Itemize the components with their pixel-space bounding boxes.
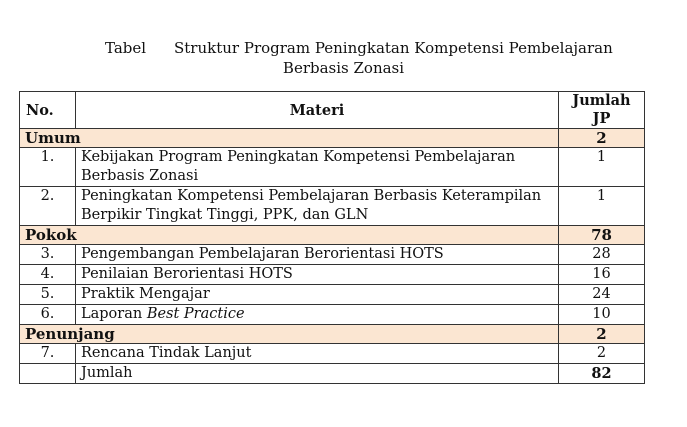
caption-title-line2: Berbasis Zonasi xyxy=(282,59,405,77)
row-materi xyxy=(76,187,559,226)
row-no: 2. xyxy=(20,187,76,226)
table-row xyxy=(20,265,645,285)
row-no: 4. xyxy=(20,265,76,285)
row-materi-line2: Berpikir Tingkat Tinggi, PPK, dan GLN xyxy=(81,207,369,223)
row-materi-italic: Best Practice xyxy=(146,306,245,322)
row-materi: Penilaian Berorientasi HOTS xyxy=(76,265,559,285)
table-row xyxy=(20,305,645,325)
category-label: Penunjang xyxy=(20,325,559,344)
program-structure-table xyxy=(19,91,645,384)
row-jp: 1 xyxy=(559,187,645,226)
row-no: 3. xyxy=(20,245,76,265)
row-materi-line1: Peningkatan Kompetensi Pembelajaran Berbasis Keterampilan xyxy=(81,188,542,204)
total-jp: 82 xyxy=(559,364,645,384)
table-row xyxy=(20,285,645,305)
row-jp: 16 xyxy=(559,265,645,285)
caption-label: Tabel xyxy=(105,39,147,57)
row-jp: 2 xyxy=(559,344,645,364)
table-row xyxy=(20,187,645,226)
row-materi-line2: Berbasis Zonasi xyxy=(81,168,199,184)
table-row xyxy=(20,245,645,265)
row-materi: Rencana Tindak Lanjut xyxy=(76,344,559,364)
row-jp: 10 xyxy=(559,305,645,325)
table-row xyxy=(20,344,645,364)
row-materi-line1: Kebijakan Program Peningkatan Kompetensi Pembelajaran xyxy=(81,149,516,165)
row-no: 1. xyxy=(20,148,76,187)
row-materi xyxy=(76,148,559,187)
category-row-umum xyxy=(20,129,645,148)
row-no: 7. xyxy=(20,344,76,364)
caption-title-line1: Struktur Program Peningkatan Kompetensi Pembelajaran xyxy=(174,39,613,57)
category-jp: 2 xyxy=(559,325,645,344)
header-jp-line2: JP xyxy=(592,110,611,127)
header-jp-line1: Jumlah xyxy=(572,92,631,109)
header-no: No. xyxy=(20,92,76,129)
row-jp: 1 xyxy=(559,148,645,187)
row-no: 5. xyxy=(20,285,76,305)
row-no: 6. xyxy=(20,305,76,325)
row-jp: 28 xyxy=(559,245,645,265)
row-materi: Praktik Mengajar xyxy=(76,285,559,305)
category-row-penunjang xyxy=(20,325,645,344)
row-jp: 24 xyxy=(559,285,645,305)
row-materi-prefix: Laporan xyxy=(81,306,147,322)
category-jp: 78 xyxy=(559,226,645,245)
category-label: Pokok xyxy=(20,226,559,245)
category-row-pokok xyxy=(20,226,645,245)
total-no xyxy=(20,364,76,384)
header-materi: Materi xyxy=(76,92,559,129)
row-materi: Pengembangan Pembelajaran Berorientasi HOTS xyxy=(76,245,559,265)
category-label: Umum xyxy=(20,129,559,148)
total-row xyxy=(20,364,645,384)
table-row xyxy=(20,148,645,187)
row-materi xyxy=(76,305,559,325)
header-row xyxy=(20,92,645,129)
category-jp: 2 xyxy=(559,129,645,148)
total-label: Jumlah xyxy=(76,364,559,384)
table-caption xyxy=(0,39,687,77)
header-jp xyxy=(559,92,645,129)
